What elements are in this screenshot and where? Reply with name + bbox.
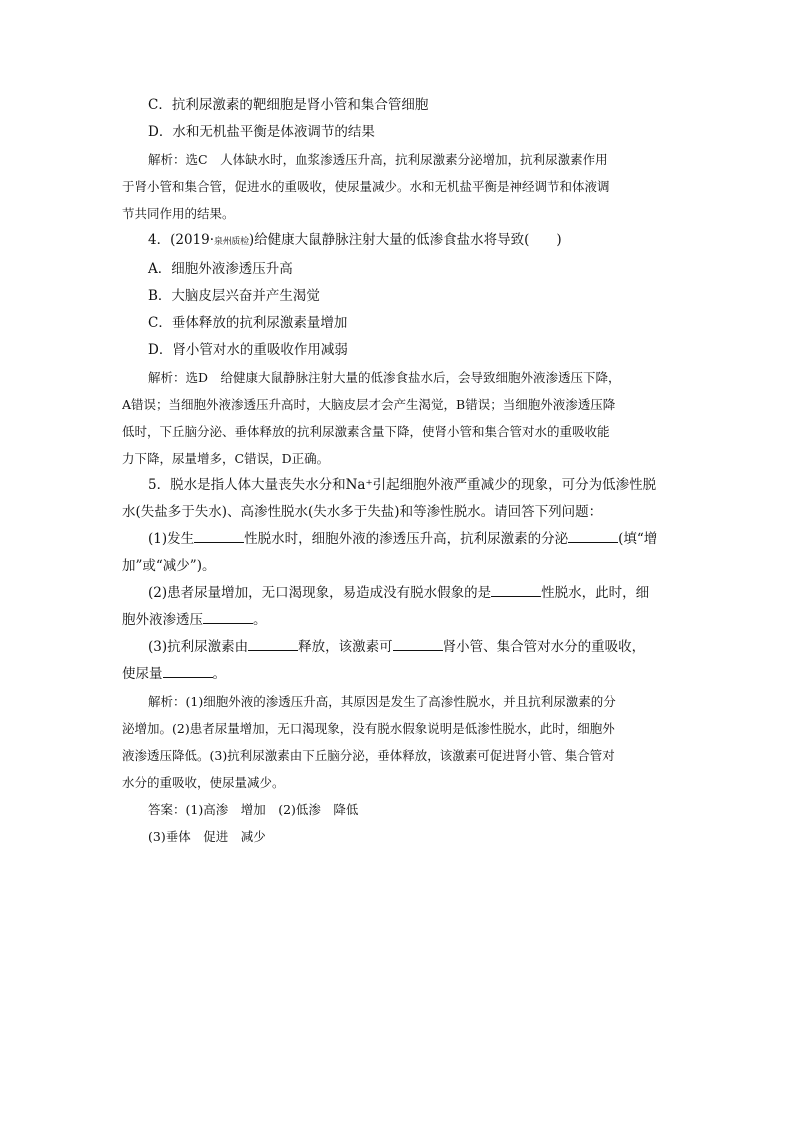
q3-analysis-line: 节共同作用的结果。 xyxy=(122,206,235,221)
answer-blank xyxy=(393,636,443,651)
answer-blank xyxy=(163,663,213,678)
q4-stem xyxy=(122,227,678,256)
q5-analysis-line: 解析：(1)细胞外液的渗透压升高，其原因是发生了高渗性脱水，并且抗利尿激素的分 xyxy=(148,694,616,709)
q5-stem-line: 5．脱水是指人体大量丧失水分和Na⁺引起细胞外液严重减少的现象，可分为低渗性脱 xyxy=(148,477,657,493)
q3-analysis-line: 于肾小管和集合管，促进水的重吸收，使尿量减少。水和无机盐平衡是神经调节和体液调 xyxy=(122,179,610,194)
q5-answer-line: 答案：(1)高渗 增加 (2)低渗 降低 xyxy=(148,802,359,817)
q5-part3-cont: 使尿量 。 xyxy=(122,661,678,688)
q5-part1: (1)发生 性脱水时，细胞外液的渗透压升高，抗利尿激素的分泌 (填“增 xyxy=(122,526,678,553)
q5-part2-cont: 胞外液渗透压 。 xyxy=(122,607,678,634)
answer-blank xyxy=(248,636,298,651)
q4-number: 4．(2019· xyxy=(148,232,215,248)
q4-option-a: A．细胞外液渗透压升高 xyxy=(148,261,293,277)
q5-part3: (3)抗利尿激素由 释放，该激素可 肾小管、集合管对水分的重吸收， xyxy=(122,634,678,661)
q5-stem-line: 水(失盐多于失水)、高渗性脱水(失水多于失盐)和等渗性脱水。请回答下列问题： xyxy=(122,504,603,520)
q5-answer-line: (3)垂体 促进 减少 xyxy=(148,829,266,844)
page-content xyxy=(122,92,678,850)
q5-part2: (2)患者尿量增加，无口渴现象，易造成没有脱水假象的是 性脱水，此时，细 xyxy=(122,580,678,607)
q5-analysis-line: 泌增加。(2)患者尿量增加，无口渴现象，没有脱水假象说明是低渗性脱水，此时，细胞外 xyxy=(122,721,615,736)
q5-analysis-line: 液渗透压降低。(3)抗利尿激素由下丘脑分泌，垂体释放，该激素可促进肾小管、集合管对 xyxy=(122,748,615,763)
q3-option-d: D．水和无机盐平衡是体液调节的结果 xyxy=(148,124,375,140)
q4-option-c: C．垂体释放的抗利尿激素量增加 xyxy=(148,315,348,331)
q4-stem-text: )给健康大鼠静脉注射大量的低渗食盐水将导致( ) xyxy=(248,232,562,248)
q3-analysis-line: 解析：选C 人体缺水时，血浆渗透压升高，抗利尿激素分泌增加，抗利尿激素作用 xyxy=(148,152,608,167)
q3-option-c: C．抗利尿激素的靶细胞是肾小管和集合管细胞 xyxy=(148,97,429,113)
q4-analysis-line: 低时，下丘脑分泌、垂体释放的抗利尿激素含量下降，使肾小管和集合管对水的重吸收能 xyxy=(122,424,610,439)
q4-source: 泉州质检 xyxy=(214,237,249,247)
q5-part1-cont: 加”或“减少”)。 xyxy=(122,558,216,574)
q5-analysis-line: 水分的重吸收，使尿量减少。 xyxy=(122,775,285,790)
q4-analysis-line: 解析：选D 给健康大鼠静脉注射大量的低渗食盐水后，会导致细胞外液渗透压下降， xyxy=(148,370,621,385)
answer-blank xyxy=(203,609,253,624)
answer-blank xyxy=(491,582,541,597)
q4-analysis-line: A错误；当细胞外液渗透压升高时，大脑皮层才会产生渴觉，B错误；当细胞外液渗透压降 xyxy=(122,397,616,412)
q4-option-d: D．肾小管对水的重吸收作用减弱 xyxy=(148,342,348,358)
q4-analysis-line: 力下降，尿量增多，C错误，D正确。 xyxy=(122,451,330,466)
answer-blank xyxy=(568,528,618,543)
q4-option-b: B．大脑皮层兴奋并产生渴觉 xyxy=(148,288,320,304)
answer-blank xyxy=(194,528,244,543)
